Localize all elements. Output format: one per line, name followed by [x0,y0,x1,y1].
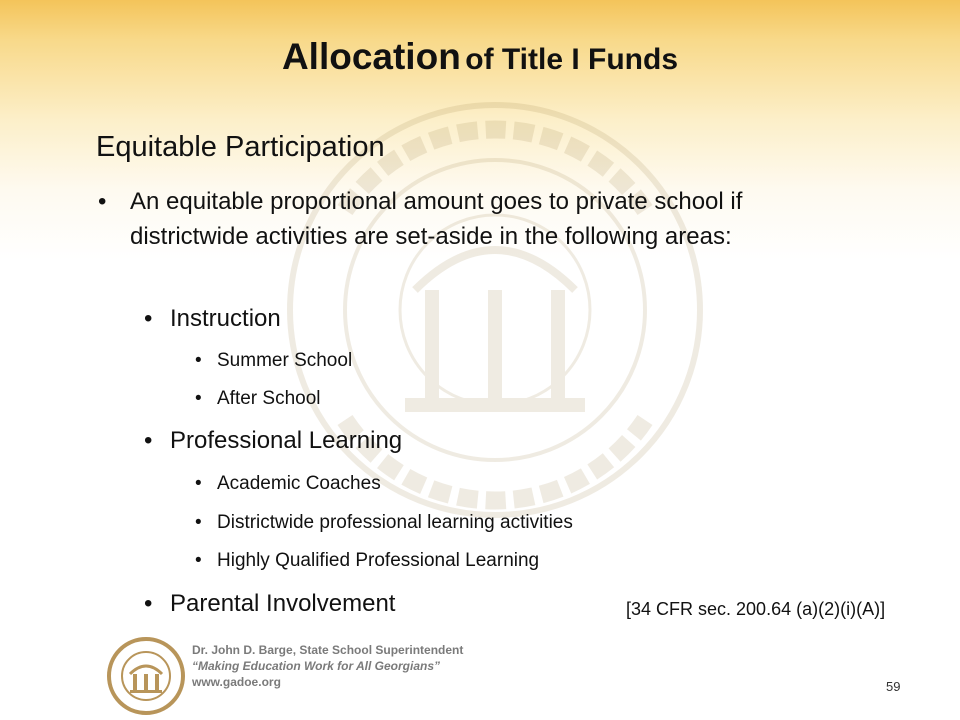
bullet-icon: • [195,512,202,533]
website-link[interactable]: www.gadoe.org [192,675,281,689]
bullet-icon: • [195,388,202,409]
bullet-icon: • [98,188,107,215]
section-subtitle: Equitable Participation [96,131,385,163]
footer-info [192,642,463,690]
list-item [195,550,539,572]
list-item [195,473,381,495]
list-item-text: Highly Qualified Professional Learning [217,550,540,571]
list-item-text: Academic Coaches [217,473,381,494]
intro-bullet [98,184,838,254]
bullet-icon: • [195,550,202,571]
bullet-icon: • [195,350,202,371]
citation: [34 CFR sec. 200.64 (a)(2)(i)(A)] [626,599,886,619]
area-label: Parental Involvement [170,590,396,617]
list-item [195,350,352,372]
bullet-icon: • [144,590,153,617]
area-instruction [144,305,281,333]
area-label: Professional Learning [170,427,403,454]
list-item-text: After School [217,388,321,409]
page-number: 59 [886,679,901,694]
bullet-icon: • [144,427,153,454]
list-item [195,388,321,410]
area-professional-learning [144,427,402,455]
slide-title-main: Allocation [281,36,461,77]
slide-title-rest: of Title I Funds [465,43,679,76]
list-item [195,512,573,534]
department-of-education-seal-icon [106,636,186,716]
list-item-text: Summer School [217,350,353,371]
list-item-text: Districtwide professional learning activities [217,512,573,533]
bullet-icon: • [144,305,153,332]
slide-title [0,36,960,78]
slogan-line: “Making Education Work for All Georgians” [192,659,441,673]
area-parental-involvement [144,590,395,618]
area-label: Instruction [170,305,281,332]
superintendent-line: Dr. John D. Barge, State School Superintendent [192,643,464,657]
bullet-icon: • [195,473,202,494]
intro-bullet-text: An equitable proportional amount goes to private school if districtwide activities are set-aside in the following areas: [130,188,743,250]
